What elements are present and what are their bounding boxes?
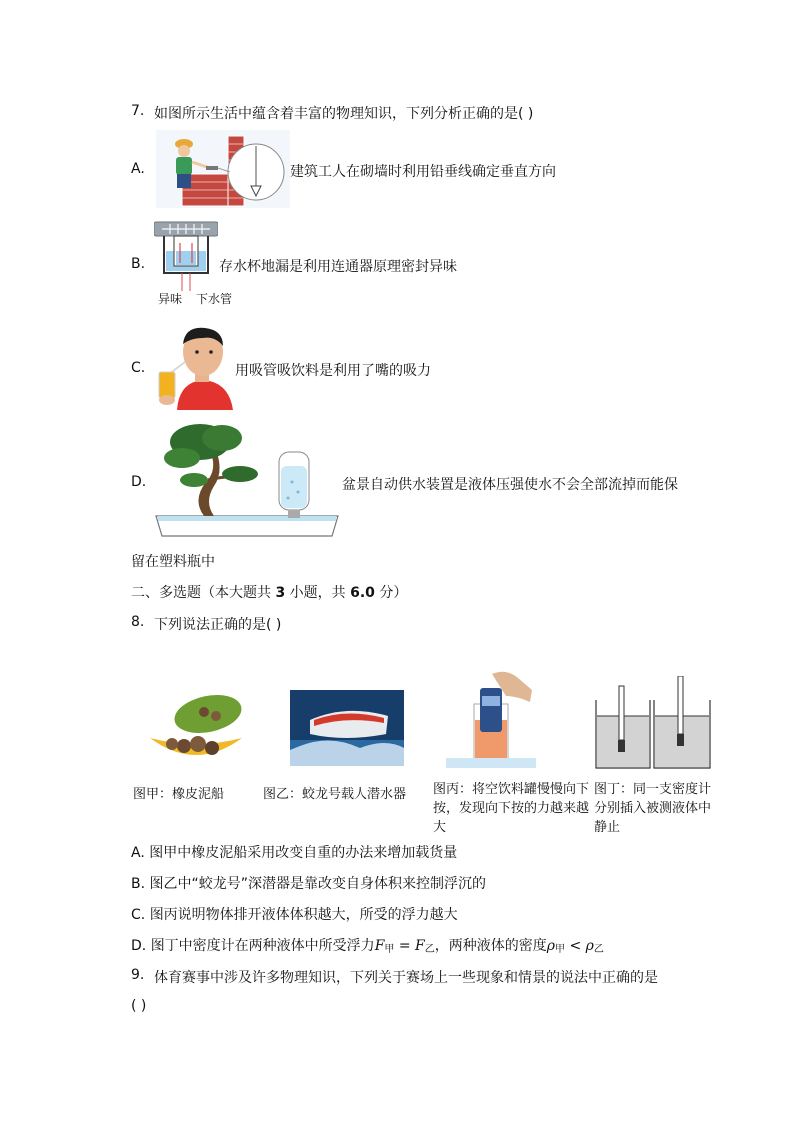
caption-fig-ding: 图丁：同一支密度计分别插入被测液体中静止 <box>594 782 712 835</box>
q8-number: 8. <box>131 614 145 630</box>
q7-option-d-text: 盆景自动供水装置是液体压强使水不会全部流掉而能保 <box>342 477 678 493</box>
q8-option-b: B. 图乙中“蛟龙号”深潜器是靠改变自身体积来控制浮沉的 <box>131 876 487 892</box>
plasticine-boat-figure <box>146 688 246 764</box>
q7-option-d-continuation: 留在塑料瓶中 <box>131 554 215 570</box>
q9-number: 9. <box>131 967 145 983</box>
q7-option-c-text: 用吸管吸饮料是利用了嘴的吸力 <box>235 363 431 379</box>
q8-option-d: D. 图丁中密度计在两种液体中所受浮力$F_甲 = F_乙$，两种液体的密度$\rho_甲 < \rho_乙$ <box>131 938 604 955</box>
drain-label-odor: 异味 <box>158 292 183 306</box>
bonsai-auto-water-figure <box>152 420 342 540</box>
hydrometer-two-liquids-figure <box>594 676 712 770</box>
section-header: 二、多选题（本大题共 3 小题，共 6.0 分） <box>131 585 408 601</box>
q7-stem: 如图所示生活中蕴含着丰富的物理知识，下列分析正确的是( ) <box>154 106 534 122</box>
q8-option-a: A. 图甲中橡皮泥船采用改变自重的办法来增加载货量 <box>131 845 458 861</box>
q7-option-c-letter: C. <box>131 360 146 376</box>
jiaolong-submersible-figure <box>290 690 404 766</box>
q7-number: 7. <box>131 103 145 119</box>
bricklayer-plumb-line-figure <box>156 130 290 208</box>
q7-option-a-letter: A. <box>131 161 145 177</box>
q7-option-b-letter: B. <box>131 256 146 272</box>
q9-answer-paren: ( ) <box>131 998 147 1014</box>
q8-stem: 下列说法正确的是( ) <box>154 617 282 633</box>
caption-fig-bing: 图丙：将空饮料罐慢慢向下按，发现向下按的力越来越大 <box>433 782 590 835</box>
q7-option-a-text: 建筑工人在砌墙时利用铅垂线确定垂直方向 <box>290 164 556 180</box>
caption-fig-jia: 图甲：橡皮泥船 <box>133 787 225 802</box>
boy-drinking-straw-figure <box>155 324 235 410</box>
caption-fig-yi: 图乙：蛟龙号载人潜水器 <box>263 787 407 802</box>
floor-drain-trap-figure <box>154 219 218 291</box>
drain-label-pipe: 下水管 <box>196 292 233 306</box>
q7-option-b-text: 存水杯地漏是利用连通器原理密封异味 <box>219 259 457 275</box>
q8-option-c: C. 图丙说明物体排开液体体积越大，所受的浮力越大 <box>131 907 458 923</box>
q7-option-d-letter: D. <box>131 474 147 490</box>
q9-stem: 体育赛事中涉及许多物理知识，下列关于赛场上一些现象和情景的说法中正确的是 <box>154 970 658 986</box>
can-pressed-in-water-figure <box>446 670 536 770</box>
